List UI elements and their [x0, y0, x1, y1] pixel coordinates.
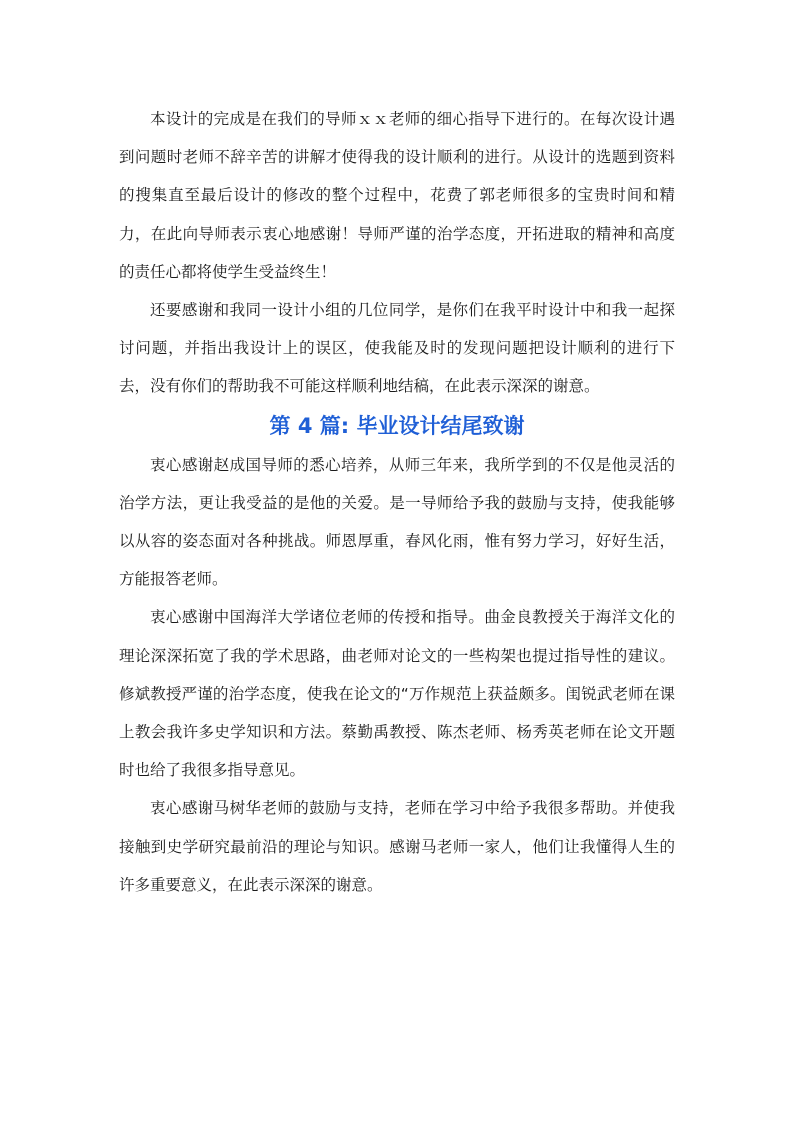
paragraph-advisor-thanks: 本设计的完成是在我们的导师ｘｘ老师的细心指导下进行的。在每次设计遇到问题时老师不辞辛苦的讲解才使得我的设计顺利的进行。从设计的选题到资料的搜集直至最后设计的修改的整个过程中，花费了郭老师很多的宝贵时间和精力，在此向导师表示衷心地感谢！导师严谨的治学态度，开拓进取的精神和高度的责任心都将使学生受益终生！: [119, 110, 675, 281]
paragraph-zhao-thanks: 衷心感谢赵成国导师的悉心培养，从师三年来，我所学到的不仅是他灵活的治学方法，更让我受益的是他的关爱。是一导师给予我的鼓励与支持，使我能够以从容的姿态面对各种挑战。师恩厚重，春风化雨，惟有努力学习，好好生活，方能报答老师。: [119, 455, 675, 589]
paragraph-ocean-university-thanks: 衷心感谢中国海洋大学诸位老师的传授和指导。曲金良教授关于海洋文化的理论深深拓宽了我的学术思路，曲老师对论文的一些构架也提过指导性的建议。修斌教授严谨的治学态度，使我在论文的“万作规范上获益颇多。闺锐武老师在课上教会我许多史学知识和方法。蔡勤禹教授、陈杰老师、杨秀英老师在论文开题时也给了我很多指导意见。: [119, 608, 675, 780]
document-body: [119, 100, 675, 904]
paragraph-classmates-thanks: 还要感谢和我同一设计小组的几位同学，是你们在我平时设计中和我一起探讨问题，并指出我设计上的误区，使我能及时的发现问题把设计顺利的进行下去，没有你们的帮助我不可能这样顺利地结稿，在此表示深深的谢意。: [119, 301, 675, 396]
paragraph-ma-thanks: 衷心感谢马树华老师的鼓励与支持，老师在学习中给予我很多帮助。并使我接触到史学研究最前沿的理论与知识。感谢马老师一家人，他们让我懂得人生的许多重要意义，在此表示深深的谢意。: [119, 799, 675, 894]
section-heading: 第 4 篇: 毕业设计结尾致谢: [269, 413, 525, 438]
